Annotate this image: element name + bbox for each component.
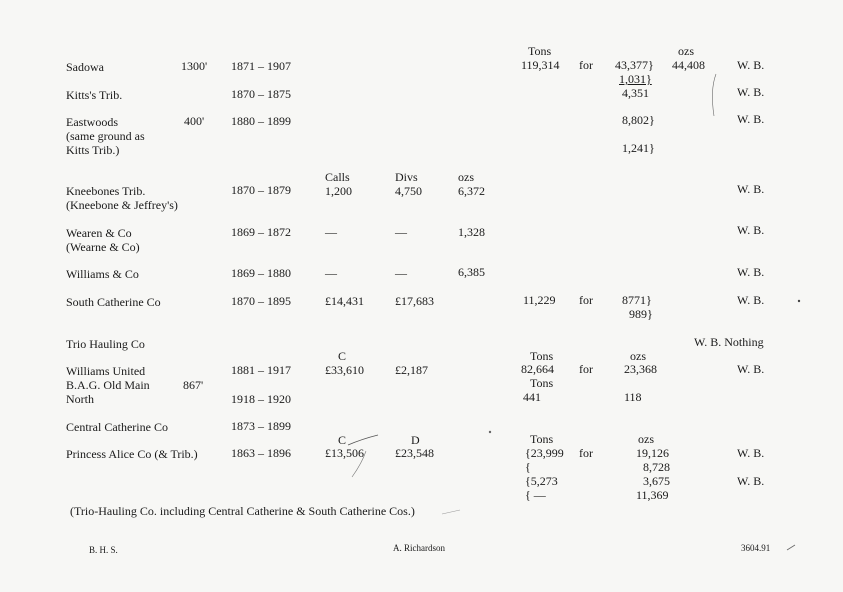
wb-label: W. B. — [737, 265, 765, 279]
tons-value: 441 — [523, 390, 541, 404]
wb-label: W. B. — [737, 223, 765, 237]
ozs-header: ozs — [678, 44, 694, 58]
dot-mark — [795, 297, 803, 305]
calls-value: 1,200 — [325, 184, 352, 198]
ozs-value: 4,351 — [622, 86, 649, 100]
divs-value: £23,548 — [395, 446, 434, 460]
mine-name-note: (same ground as — [66, 129, 145, 143]
mine-depth: 400' — [184, 114, 205, 128]
mine-name: Kneebones Trib. — [66, 184, 146, 198]
ozs-value: 1,241} — [622, 141, 655, 155]
mine-name-note: Kitts Trib.) — [66, 143, 120, 157]
mine-years: 1880 – 1899 — [231, 114, 291, 128]
mine-name: Eastwoods — [66, 115, 118, 129]
mine-years: 1873 – 1899 — [231, 419, 291, 433]
wb-label: W. B. — [737, 85, 765, 99]
tons-value: 82,664 — [521, 362, 554, 376]
mine-name: Williams United — [66, 364, 146, 378]
mine-name: Central Catherine Co — [66, 420, 168, 434]
calls-value: £14,431 — [325, 294, 364, 308]
divs-value: — — [395, 266, 407, 280]
for-label: for — [579, 58, 593, 72]
for-label: for — [579, 293, 593, 307]
mine-name: Wearen & Co — [66, 226, 132, 240]
ozs-value: 8771} — [622, 293, 652, 307]
wb-label: W. B. — [737, 474, 765, 488]
ozs-header: ozs — [638, 432, 654, 446]
dot-mark — [486, 428, 494, 436]
ozs-value: 6,372 — [458, 184, 485, 198]
ozs-value: 989} — [629, 307, 653, 321]
calls-value: — — [325, 266, 337, 280]
ozs-header: ozs — [458, 170, 474, 184]
mine-name-note: (Kneebone & Jeffrey's) — [66, 198, 178, 212]
wb-label: W. B. — [737, 58, 765, 72]
ozs-total: 44,408 — [672, 58, 705, 72]
calls-value: £33,610 — [325, 363, 364, 377]
tons-header: Tons — [530, 432, 554, 446]
mine-years: 1881 – 1917 — [231, 363, 291, 377]
mine-years: 1869 – 1880 — [231, 266, 291, 280]
mine-name: Kitts's Trib. — [66, 88, 123, 102]
ozs-value: 118 — [624, 390, 642, 404]
mine-name: B.A.G. Old Main — [66, 378, 150, 392]
tons-value: 119,314 — [521, 58, 560, 72]
tons-header: Tons — [528, 44, 552, 58]
tons-header: Tons — [530, 349, 554, 363]
mine-name: North — [66, 392, 94, 406]
divs-value: 4,750 — [395, 184, 422, 198]
mine-name: Sadowa — [66, 60, 104, 74]
mine-name-note: (Wearne & Co) — [66, 240, 140, 254]
tons-value: { — — [525, 488, 546, 502]
calls-class-header: C — [338, 433, 347, 447]
bracket-mark — [680, 70, 720, 120]
wb-label: W. B. — [737, 182, 765, 196]
footer-center: A. Richardson — [393, 543, 445, 553]
mine-years: 1869 – 1872 — [231, 225, 291, 239]
mine-name: South Catherine Co — [66, 295, 161, 309]
footer-left: B. H. S. — [89, 545, 118, 555]
for-label: for — [579, 446, 593, 460]
ozs-value: 8,728 — [643, 460, 670, 474]
mine-years: 1918 – 1920 — [231, 392, 291, 406]
ozs-value: 19,126 — [636, 446, 669, 460]
pen-stroke-mark — [340, 433, 390, 483]
tons-value: {5,273 — [525, 474, 558, 488]
footer-right: 3604.91 — [741, 543, 771, 553]
ozs-value: 6,385 — [458, 265, 485, 279]
divs-class-header: D — [411, 433, 420, 447]
divs-value: — — [395, 225, 407, 239]
tick-mark — [785, 540, 805, 555]
tons-value: 11,229 — [523, 293, 556, 307]
ozs-value: 3,675 — [643, 474, 670, 488]
footnote: (Trio-Hauling Co. including Central Catherine & South Catherine Cos.) — [70, 504, 415, 518]
wb-label: W. B. — [737, 112, 765, 126]
calls-value: £13,506 — [325, 446, 364, 460]
wb-label: W. B. — [737, 446, 765, 460]
wb-label: W. B. — [737, 362, 765, 376]
mine-name: Williams & Co — [66, 267, 139, 281]
mine-depth: 1300' — [181, 59, 208, 73]
for-label: for — [579, 362, 593, 376]
wb-label: W. B. — [737, 293, 765, 307]
calls-value: — — [325, 225, 337, 239]
ozs-value: 23,368 — [624, 362, 657, 376]
dash-mark — [440, 500, 470, 520]
divs-header: Divs — [395, 170, 418, 184]
mine-years: 1870 – 1879 — [231, 183, 291, 197]
calls-header: Calls — [325, 170, 350, 184]
calls-class-header: C — [338, 349, 347, 363]
wb-label: W. B. Nothing — [694, 335, 764, 349]
mine-years: 1870 – 1895 — [231, 294, 291, 308]
tons-header: Tons — [530, 376, 554, 390]
ozs-value: 8,802} — [622, 113, 655, 127]
tons-value: { — [525, 460, 531, 474]
ozs-value: 11,369 — [636, 488, 669, 502]
ozs-value: 1,031} — [619, 72, 652, 86]
ozs-value: 1,328 — [458, 225, 485, 239]
divs-value: £2,187 — [395, 363, 428, 377]
mine-years: 1863 – 1896 — [231, 446, 291, 460]
divs-value: £17,683 — [395, 294, 434, 308]
mine-years: 1871 – 1907 — [231, 59, 291, 73]
mine-depth: 867' — [183, 378, 204, 392]
ozs-header: ozs — [630, 349, 646, 363]
mine-name: Trio Hauling Co — [66, 337, 145, 351]
mine-name: Princess Alice Co (& Trib.) — [66, 447, 198, 461]
ozs-value: 43,377} — [615, 58, 654, 72]
mine-years: 1870 – 1875 — [231, 87, 291, 101]
tons-value: {23,999 — [525, 446, 564, 460]
